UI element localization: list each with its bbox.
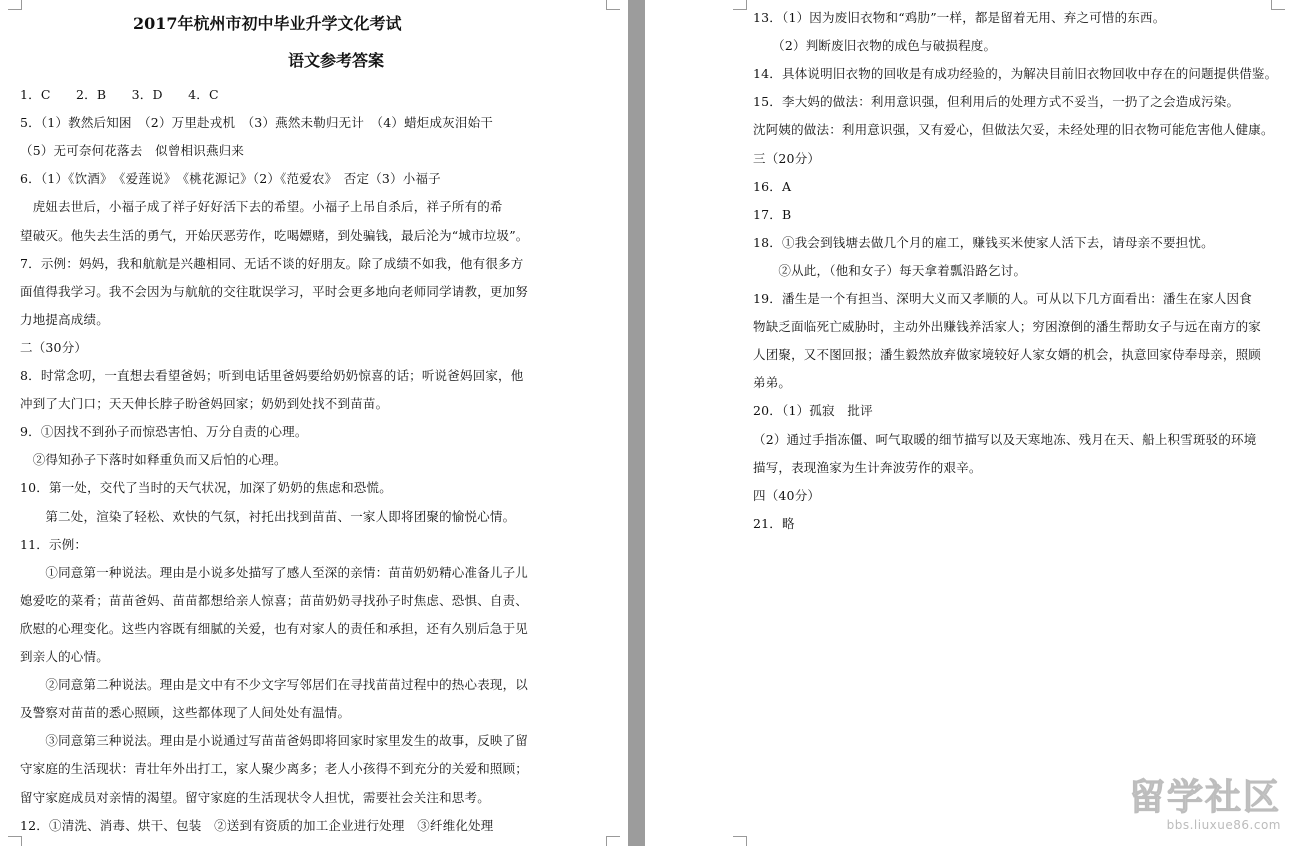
- text-line: 欣慰的心理变化。这些内容既有细腻的关爱，也有对家人的责任和承担，还有久别后急于见: [20, 620, 529, 636]
- text-line: （5）无可奈何花落去 似曾相识燕归来: [20, 143, 245, 159]
- page-corner-mark: [606, 836, 620, 846]
- text-line: 9．①因找不到孙子而惊恐害怕、万分自责的心理。: [20, 424, 308, 440]
- page-gutter: [628, 0, 645, 846]
- text-line: 到亲人的心情。: [20, 649, 109, 664]
- text-line: 第二处，渲染了轻松、欢快的气氛，衬托出找到苗苗、一家人即将团聚的愉悦心情。: [20, 508, 516, 524]
- text-line: 13．（1）因为废旧衣物和“鸡肋”一样，都是留着无用、弃之可惜的东西。: [753, 10, 1166, 25]
- text-line: （2）判断废旧衣物的成色与破损程度。: [753, 38, 997, 54]
- page-corner-mark: [606, 0, 620, 10]
- text-line: 及警察对苗苗的悉心照顾，这些都体现了人间处处有温情。: [20, 705, 351, 721]
- text-line: 6．（1）《饮酒》 《爱莲说》 《桃花源记》（2）《范爱农》 否定（3）小福子: [20, 171, 441, 187]
- text-line: ②从此，（他和女子）每天拿着瓢沿路乞讨。: [753, 262, 1027, 278]
- text-line: 17．B: [753, 206, 792, 222]
- text-line: 描写，表现渔家为生计奔波劳作的艰辛。: [753, 459, 982, 475]
- watermark: [1129, 778, 1281, 832]
- text-line: 冲到了大门口；天天伸长脖子盼爸妈回家；奶奶到处找不到苗苗。: [20, 396, 389, 412]
- watermark-url: bbs.liuxue86.com: [1166, 818, 1281, 832]
- text-line: ①同意第一种说法。理由是小说多处描写了感人至深的亲情：苗苗奶奶精心准备儿子儿: [20, 564, 529, 580]
- text-line: 弟弟。: [753, 375, 792, 391]
- text-line: 5．（1）教然后知困 （2）万里赴戎机 （3）燕然未勒归无计 （4）蜡炬成灰泪始干: [20, 115, 493, 131]
- text-line: 16．A: [753, 178, 792, 194]
- document-title: 2017年杭州市初中毕业升学文化考试: [133, 14, 402, 33]
- text-line: （2）通过手指冻僵、呵气取暖的细节描写以及天寒地冻、残月在天、船上积雪斑驳的环境: [753, 431, 1257, 447]
- text-line: 虎妞去世后，小福子成了祥子好好活下去的希望。小福子上吊自杀后，祥子所有的希: [20, 199, 503, 215]
- page-corner-mark: [1271, 0, 1285, 10]
- text-line: 21．略: [753, 515, 795, 531]
- text-line: 1．C 2．B 3．D 4．C: [20, 87, 219, 102]
- text-line: 10．第一处，交代了当时的天气状况，加深了奶奶的焦虑和恐慌。: [20, 480, 392, 496]
- text-line: ③同意第三种说法。理由是小说通过写苗苗爸妈即将回家时家里发生的故事，反映了留: [20, 733, 529, 749]
- text-line: 8．时常念叨，一直想去看望爸妈；听到电话里爸妈要给奶奶惊喜的话；听说爸妈回家，他: [20, 368, 524, 383]
- page-corner-mark: [8, 836, 22, 846]
- text-line: 18．①我会到钱塘去做几个月的雇工，赚钱买米使家人活下去，请母亲不要担忧。: [753, 234, 1214, 250]
- text-line: 20．（1）孤寂 批评: [753, 403, 873, 419]
- text-line: 四（40分）: [753, 487, 821, 503]
- text-line: 11．示例：: [20, 536, 88, 552]
- text-line: 14．具体说明旧衣物的回收是有成功经验的，为解决目前旧衣物回收中存在的问题提供借鉴。: [753, 66, 1278, 82]
- text-line: 二（30分）: [20, 339, 88, 355]
- page-corner-mark: [8, 0, 22, 10]
- text-line: 面值得我学习。我不会因为与航航的交往耽误学习，平时会更多地向老师同学请教，更加努: [20, 283, 529, 299]
- text-line: 物缺乏面临死亡威胁时，主动外出赚钱养活家人；穷困潦倒的潘生帮助女子与远在南方的家: [753, 319, 1262, 335]
- text-line: 12．①清洗、消毒、烘干、包装 ②送到有资质的加工企业进行处理 ③纤维化处理: [20, 817, 494, 833]
- text-line: 媳爱吃的菜肴；苗苗爸妈、苗苗都想给亲人惊喜；苗苗奶奶寻找孙子时焦虑、恐惧、自责、: [20, 592, 529, 608]
- page-corner-mark: [733, 836, 747, 846]
- text-line: 力地提高成绩。: [20, 311, 109, 327]
- text-line: 7．示例：妈妈，我和航航是兴趣相同、无话不谈的好朋友。除了成绩不如我，他有很多方: [20, 255, 524, 271]
- page-right: [645, 0, 1293, 846]
- text-line: 人团聚，又不图回报；潘生毅然放弃做家境较好人家女婿的机会，执意回家侍奉母亲，照顾: [753, 347, 1262, 363]
- text-line: 19．潘生是一个有担当、深明大义而又孝顺的人。可从以下几方面看出：潘生在家人因食: [753, 291, 1252, 306]
- text-line: 三（20分）: [753, 150, 821, 166]
- page-corner-mark: [733, 0, 747, 10]
- text-line: 留守家庭成员对亲情的渴望。留守家庭的生活现状令人担忧，需要社会关注和思考。: [20, 789, 490, 805]
- text-line: 守家庭的生活现状：青壮年外出打工，家人聚少离多；老人小孩得不到充分的关爱和照顾；: [20, 761, 529, 777]
- text-line: 望破灭。他失去生活的勇气，开始厌恶劳作，吃喝嫖赌，到处骗钱，最后沦为“城市垃圾”。: [20, 227, 529, 243]
- page-left: [0, 0, 628, 846]
- document-subtitle: 语文参考答案: [288, 51, 385, 70]
- text-line: 15．李大妈的做法：利用意识强，但利用后的处理方式不妥当，一扔了之会造成污染。: [753, 94, 1240, 110]
- watermark-logo: 留学社区: [1128, 777, 1281, 818]
- text-line: ②同意第二种说法。理由是文中有不少文字写邻居们在寻找苗苗过程中的热心表现，以: [20, 677, 529, 693]
- text-line: ②得知孙子下落时如释重负而又后怕的心理。: [20, 452, 287, 468]
- text-line: 沈阿姨的做法：利用意识强，又有爱心，但做法欠妥，未经处理的旧衣物可能危害他人健康。: [753, 122, 1274, 138]
